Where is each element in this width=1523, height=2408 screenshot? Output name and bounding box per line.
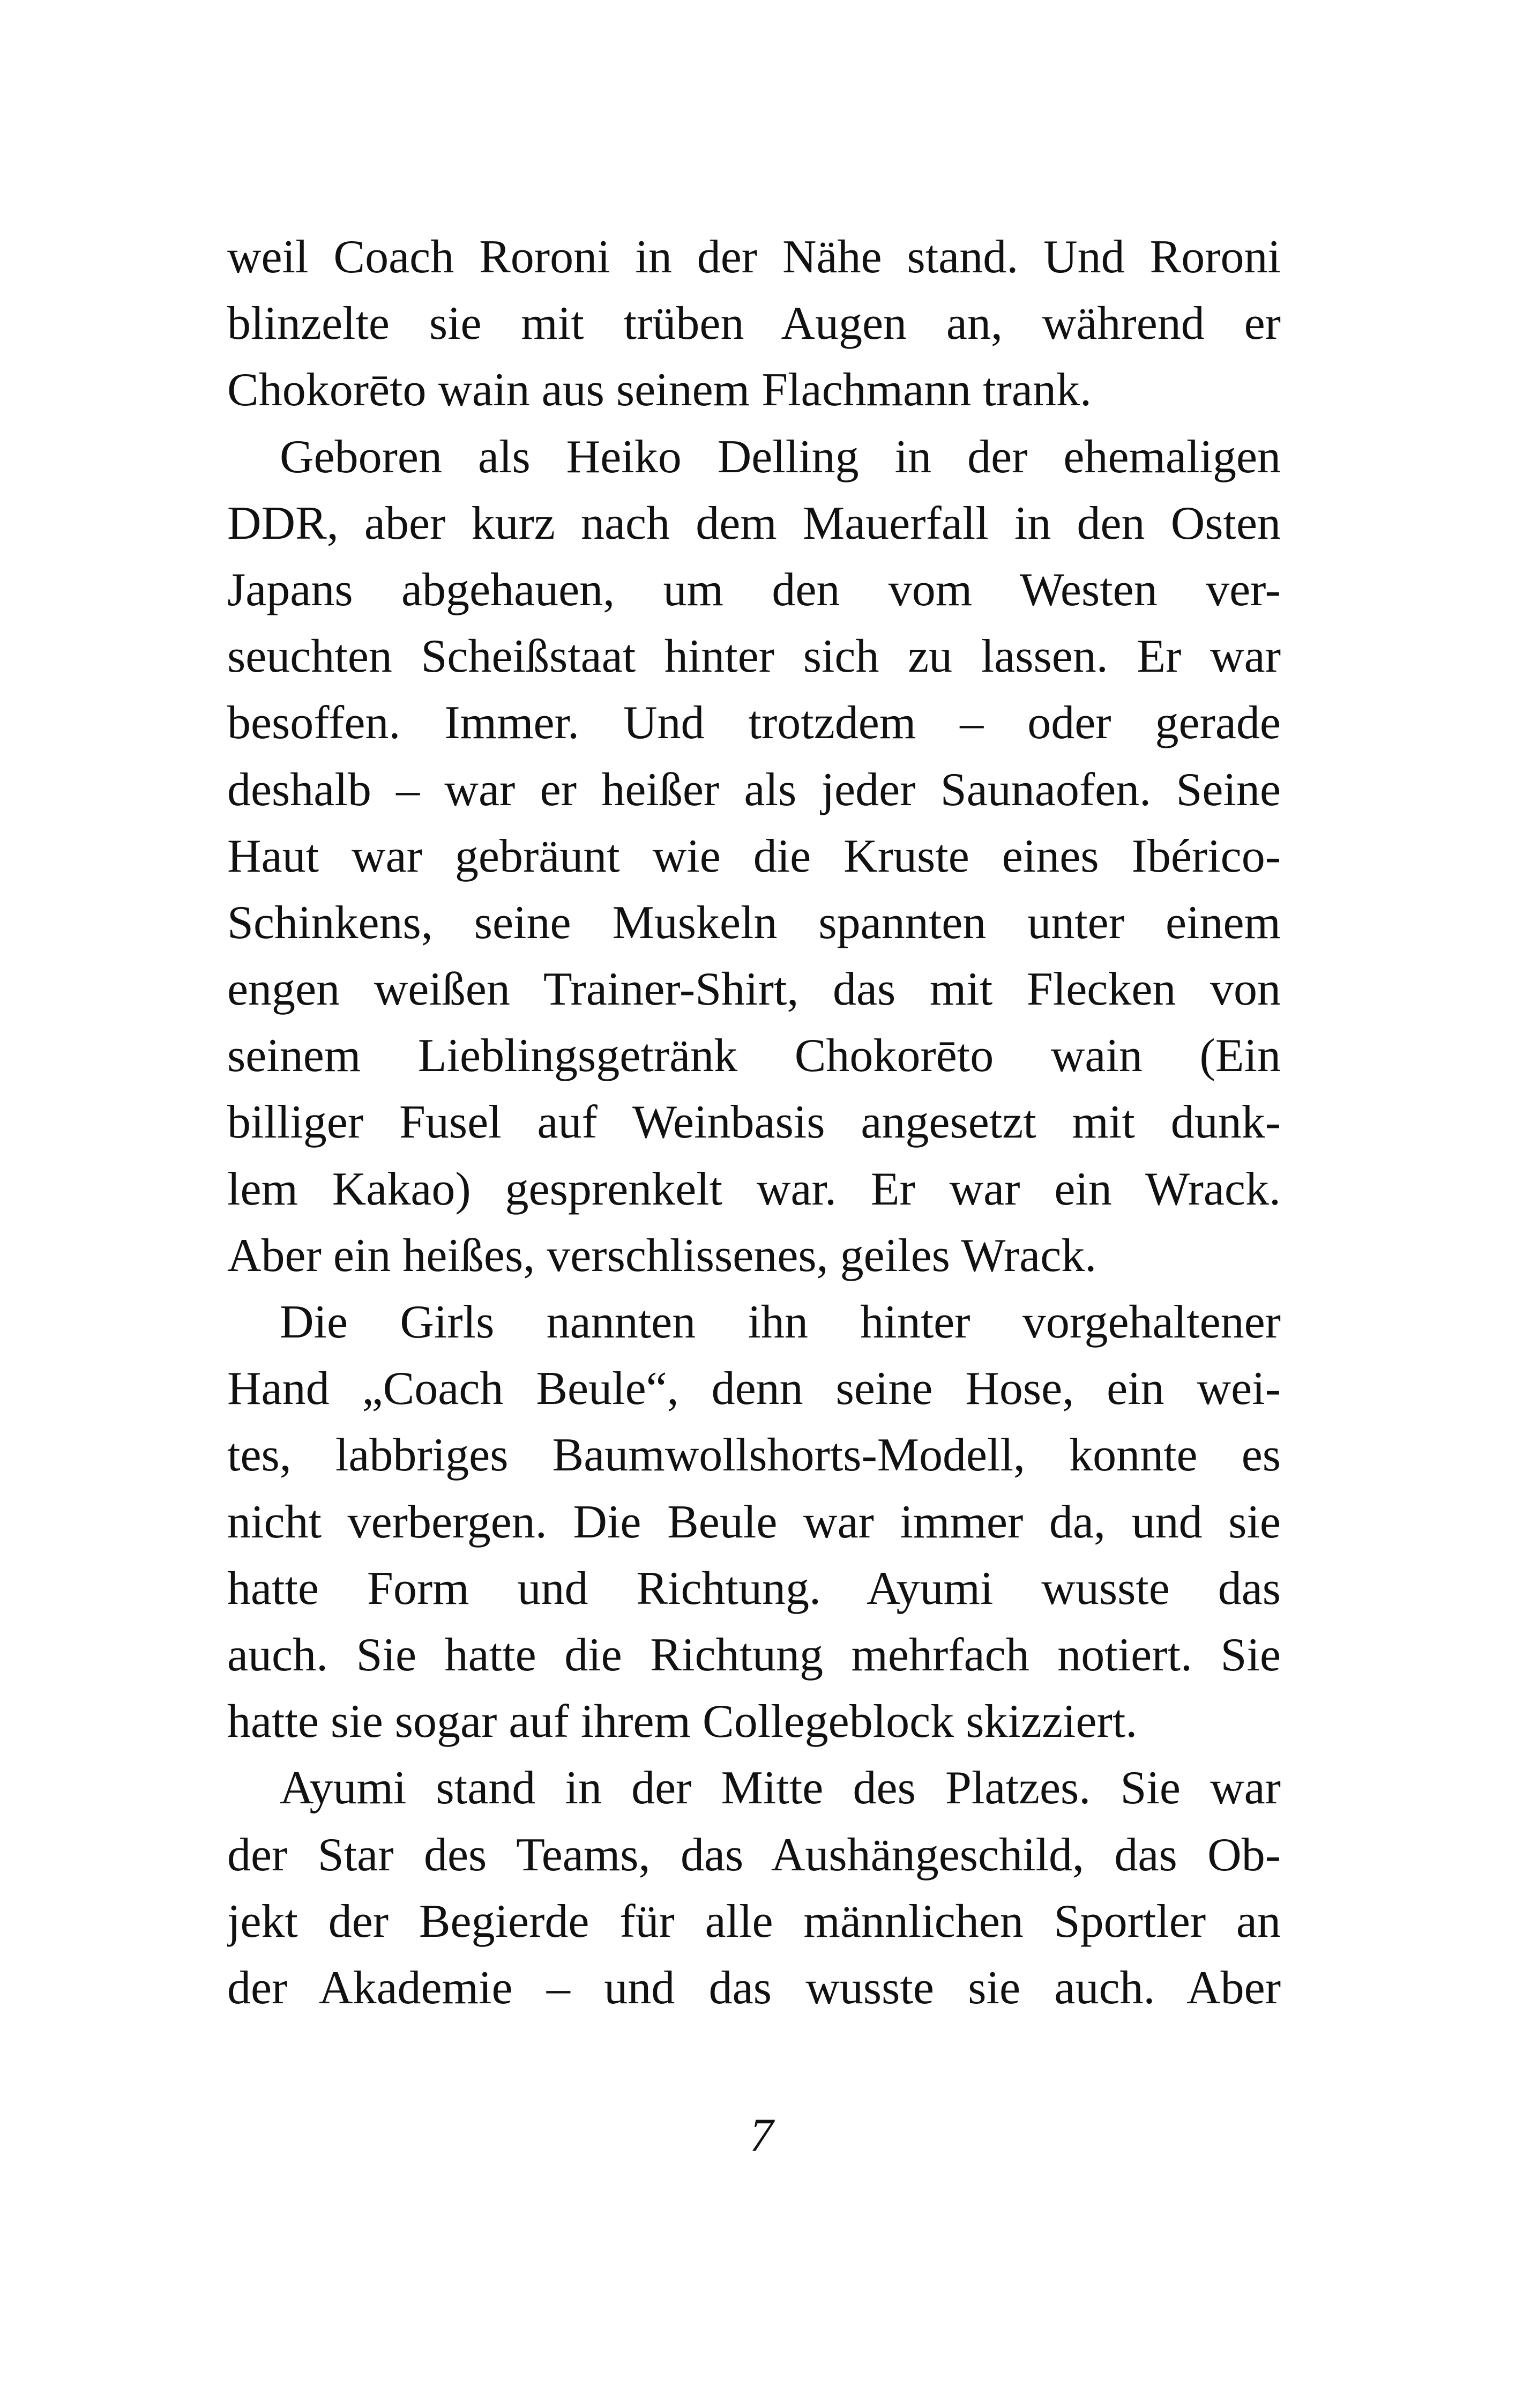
text-line: tes, labbriges Baumwollshorts-Modell, konnte es <box>227 1429 1281 1482</box>
text-line: DDR, aber kurz nach dem Mauerfall in den Osten <box>227 497 1281 549</box>
page-number: 7 <box>750 2109 773 2161</box>
text-line: Geboren als Heiko Delling in der ehemaligen <box>280 430 1281 483</box>
text-line: besoffen. Immer. Und trotzdem – oder gerade <box>227 697 1281 749</box>
text-line: der Star des Teams, das Aushängeschild, das Ob- <box>227 1829 1281 1881</box>
text-line: auch. Sie hatte die Richtung mehrfach notiert. Sie <box>227 1629 1281 1681</box>
text-line: nicht verbergen. Die Beule war immer da, und sie <box>227 1496 1281 1548</box>
text-line: Haut war gebräunt wie die Kruste eines Ibérico- <box>227 830 1281 882</box>
text-line: blinzelte sie mit trüben Augen an, während er <box>227 298 1281 350</box>
text-line: Die Girls nannten ihn hinter vorgehaltener <box>280 1296 1281 1348</box>
text-line: engen weißen Trainer-Shirt, das mit Flecken von <box>227 963 1281 1016</box>
text-line: weil Coach Roroni in der Nähe stand. Und Roroni <box>227 231 1281 283</box>
paragraph <box>227 424 1281 1289</box>
text-line: lem Kakao) gesprenkelt war. Er war ein Wrack. <box>227 1163 1281 1215</box>
text-line: Aber ein heißes, verschlissenes, geiles Wrack. <box>227 1229 1097 1282</box>
paragraph <box>227 1289 1281 1755</box>
text-line: deshalb – war er heißer als jeder Saunaofen. Seine <box>227 763 1281 816</box>
text-line: hatte Form und Richtung. Ayumi wusste das <box>227 1562 1281 1615</box>
text-line: Japans abgehauen, um den vom Westen ver- <box>227 563 1281 616</box>
text-line: Schinkens, seine Muskeln spannten unter einem <box>227 896 1281 949</box>
text-line: seuchten Scheißstaat hinter sich zu lassen. Er war <box>227 630 1281 683</box>
text-line: Chokorēto wain aus seinem Flachmann trank. <box>227 364 1092 417</box>
paragraph <box>227 224 1281 424</box>
paragraph <box>227 1755 1281 2021</box>
body-text <box>227 224 1281 2021</box>
text-line: der Akademie – und das wusste sie auch. Aber <box>227 1961 1281 2014</box>
text-line: Hand „Coach Beule“, denn seine Hose, ein wei- <box>227 1363 1281 1415</box>
text-line: hatte sie sogar auf ihrem Collegeblock skizziert. <box>227 1696 1138 1748</box>
text-line: billiger Fusel auf Weinbasis angesetzt mit dunk- <box>227 1096 1281 1149</box>
text-line: seinem Lieblingsgetränk Chokorēto wain (Ein <box>227 1030 1281 1082</box>
text-line: Ayumi stand in der Mitte des Platzes. Sie war <box>280 1762 1281 1815</box>
text-line: jekt der Begierde für alle männlichen Sportler an <box>227 1895 1281 1948</box>
